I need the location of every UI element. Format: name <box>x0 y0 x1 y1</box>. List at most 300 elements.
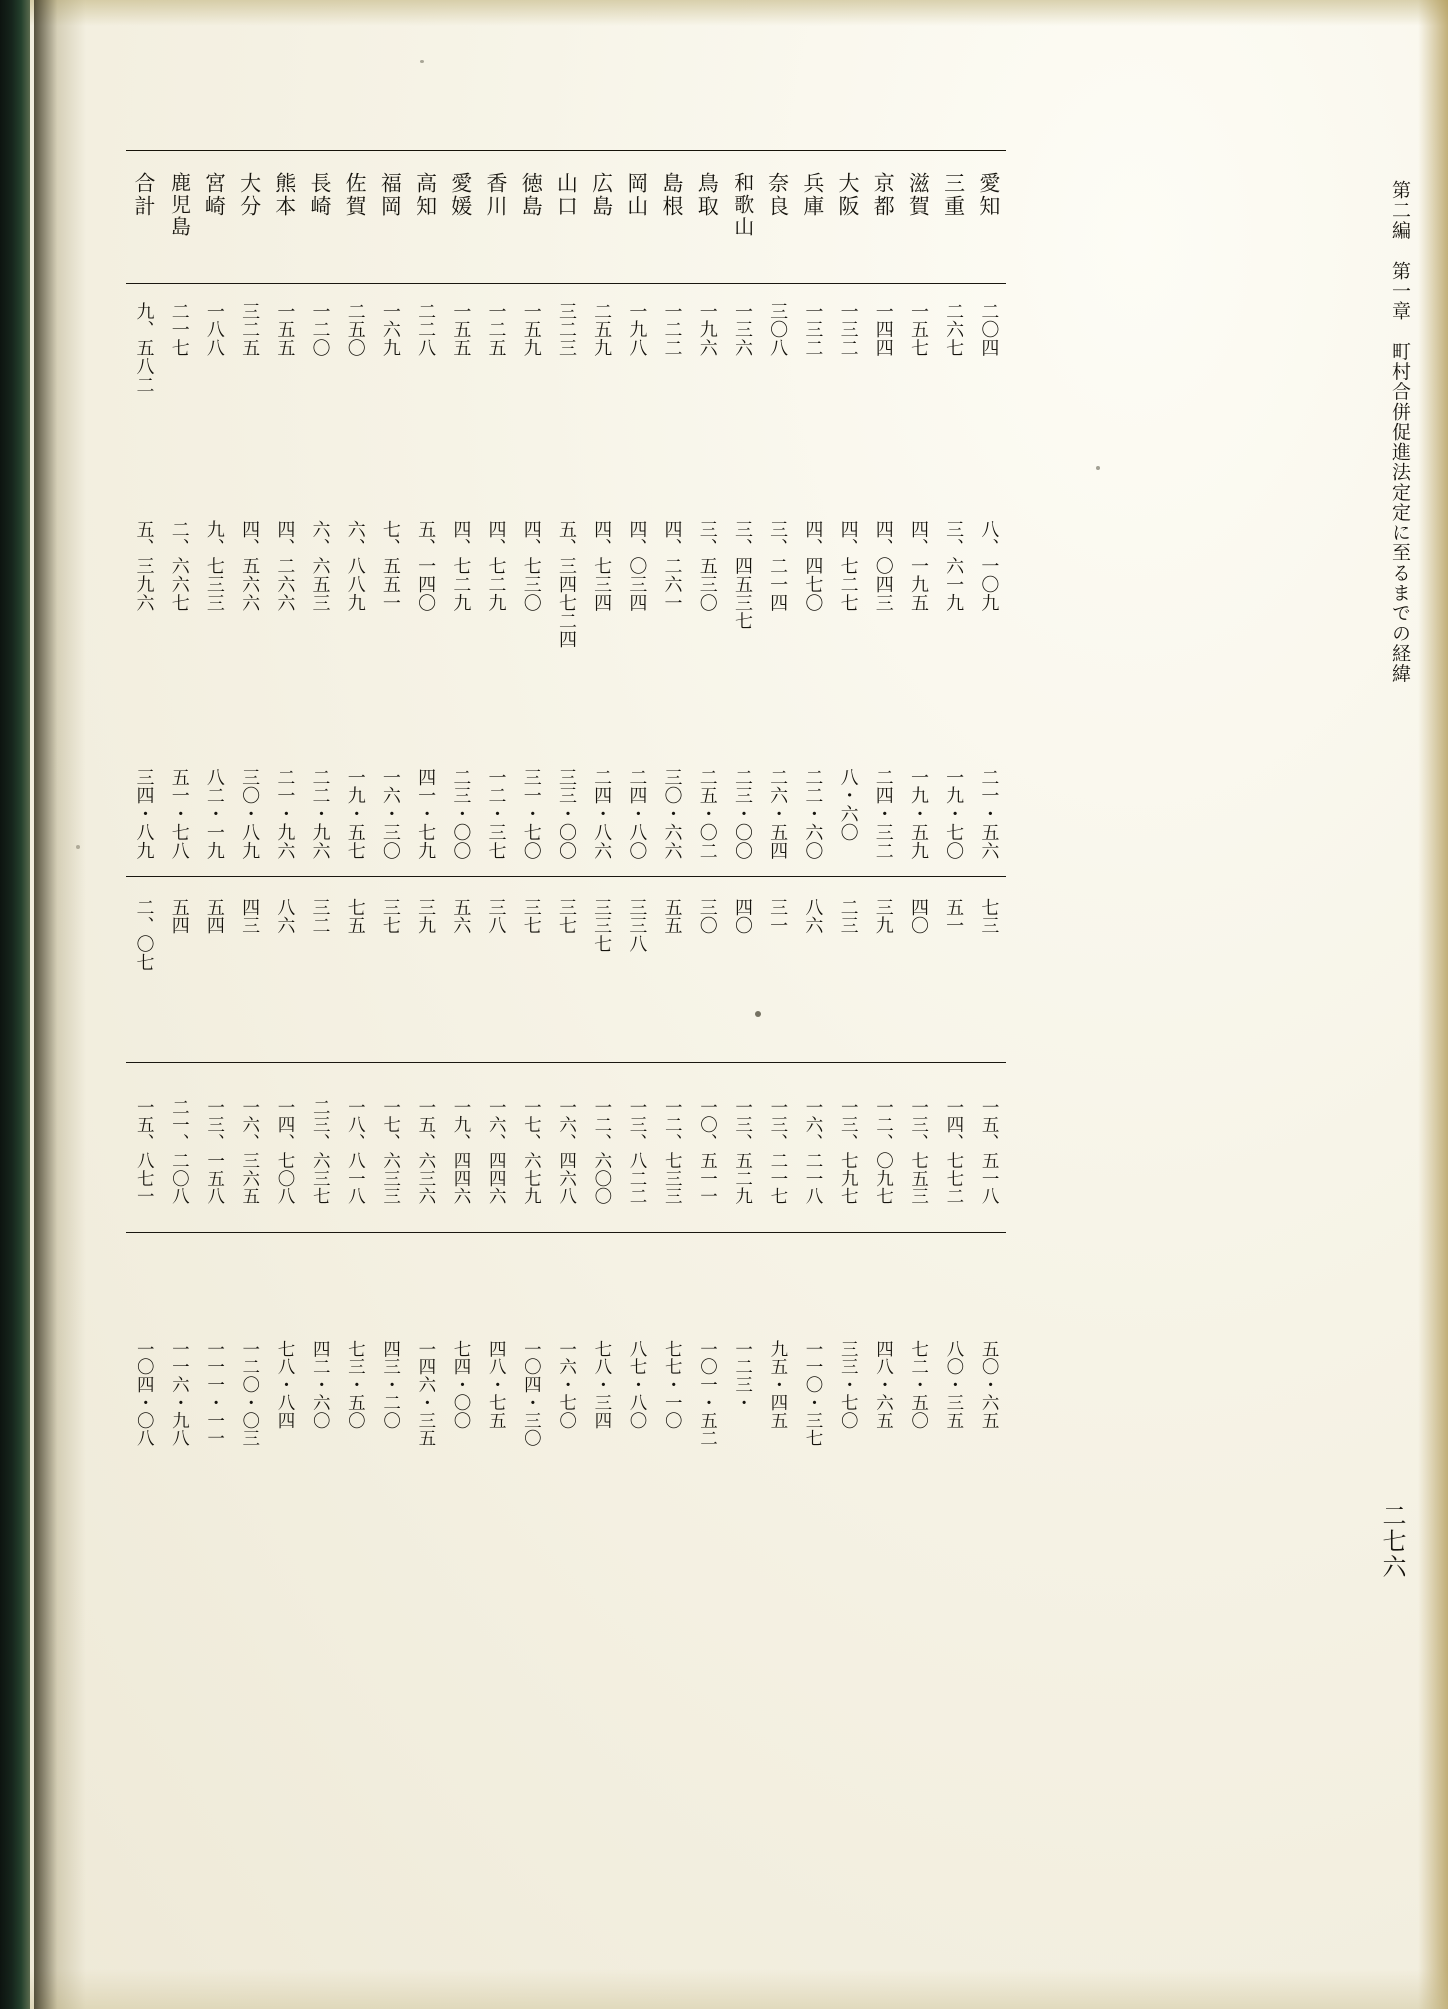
column-header-大阪 <box>830 172 865 277</box>
table-cell <box>971 1340 1006 1447</box>
table-cell-value: 三、六一九 <box>943 520 965 612</box>
table-cell-value: 四〇 <box>731 898 753 935</box>
table-cell-value: 九五・四五 <box>767 1340 788 1430</box>
table-cell-value: 二〇四 <box>978 302 1000 358</box>
table-cell-value: 六、六五三 <box>309 520 331 612</box>
table-cell-value: 三四・八九 <box>133 768 155 860</box>
table-cell <box>724 302 759 394</box>
column-header-label: 大分 <box>237 172 262 219</box>
column-header-label: 愛知 <box>976 172 1001 219</box>
page-edge-top <box>30 0 1448 26</box>
table-cell-value: 一三、二一七 <box>767 1098 788 1206</box>
table-cell-value: 一八八 <box>203 302 225 358</box>
table-cell-value: 八、一〇九 <box>978 520 1000 612</box>
table-cell <box>372 768 407 860</box>
table-cell <box>196 302 231 394</box>
table-cell <box>337 1340 372 1447</box>
table-cell <box>900 1340 935 1447</box>
table-cell-value: 四、七二七 <box>837 520 859 612</box>
table-cell <box>126 1340 161 1447</box>
table-cell <box>584 520 619 649</box>
table-cell-value: 二二八 <box>415 302 437 358</box>
column-header-label: 香川 <box>483 172 508 219</box>
table-cell <box>760 768 795 860</box>
table-row <box>126 768 1006 860</box>
table-cell-value: 一六、四六八 <box>556 1098 577 1206</box>
table-header-row <box>126 172 1006 277</box>
table-cell-value: 三二 <box>309 898 331 935</box>
table-cell <box>443 520 478 649</box>
table-cell-value: 二四・八〇 <box>626 768 648 860</box>
table-cell <box>654 1098 689 1205</box>
page-number: 二七六 <box>1378 1502 1406 1579</box>
table-cell-value: 一四四 <box>872 302 894 358</box>
table-cell-value: 一七、六三三 <box>380 1098 401 1206</box>
table-cell-value: 二一・九六 <box>274 768 296 860</box>
table-cell <box>232 302 267 394</box>
table-cell <box>478 1340 513 1447</box>
table-cell-value: 一二・三七 <box>485 768 507 860</box>
table-cell-value: 四三・二〇 <box>380 1340 401 1430</box>
table-cell <box>724 1098 759 1205</box>
table-cell <box>795 1340 830 1447</box>
table-rule-mid2 <box>126 1062 1006 1063</box>
table-cell-value: 一〇四・〇八 <box>134 1340 155 1448</box>
table-cell-value: 一三二 <box>837 302 859 358</box>
table-cell-value: 一九・五九 <box>907 768 929 860</box>
table-cell-value: 四二・六〇 <box>310 1340 331 1430</box>
table-cell-value: 五〇・六五 <box>979 1340 1000 1430</box>
table-cell-value: 六、八八九 <box>344 520 366 612</box>
table-cell-value: 一五五 <box>450 302 472 358</box>
table-cell-value: 一二、〇九七 <box>873 1098 894 1206</box>
table-cell <box>936 302 971 394</box>
table-cell-value: 二五九 <box>591 302 613 358</box>
table-cell <box>830 302 865 394</box>
table-cell-value: 二三、六三七 <box>310 1098 331 1206</box>
table-cell-value: 三〇 <box>696 898 718 935</box>
table-cell <box>232 768 267 860</box>
table-cell-value: 三、二一四 <box>767 520 789 612</box>
column-header-label: 奈良 <box>765 172 790 219</box>
table-cell <box>267 1098 302 1205</box>
column-header-熊本 <box>267 172 302 277</box>
table-cell <box>126 520 161 649</box>
table-cell <box>337 302 372 394</box>
table-cell-value: 三二五 <box>239 302 261 358</box>
table-cell-value: 七二・五〇 <box>908 1340 929 1430</box>
table-row <box>126 520 1006 649</box>
table-cell-value: 七四・〇〇 <box>451 1340 472 1430</box>
table-cell-value: 四、一九五 <box>907 520 929 612</box>
table-cell-value: 四、七三〇 <box>520 520 542 612</box>
table-cell-value: 二六七 <box>943 302 965 358</box>
table-cell <box>232 1340 267 1447</box>
table-cell-value: 一二五 <box>485 302 507 358</box>
table-cell-value: 五、一四〇 <box>415 520 437 612</box>
table-cell <box>372 302 407 394</box>
table-cell-value: 二、〇七 <box>133 898 155 972</box>
table-cell <box>795 1098 830 1205</box>
table-cell-value: 二、六六七 <box>168 520 190 612</box>
table-cell-value: 四、五六六 <box>239 520 261 612</box>
table-cell-value: 四、二六一 <box>661 520 683 612</box>
table-cell <box>232 898 267 971</box>
table-cell <box>936 1098 971 1205</box>
table-cell <box>865 1340 900 1447</box>
table-cell <box>830 520 865 649</box>
column-header-奈良 <box>760 172 795 277</box>
table-cell <box>232 520 267 649</box>
table-cell <box>161 1098 196 1205</box>
table-cell <box>830 768 865 860</box>
table-cell-value: 二四・八六 <box>591 768 613 860</box>
table-cell <box>196 520 231 649</box>
table-cell <box>971 768 1006 860</box>
table-cell-value: 三三八 <box>626 898 648 954</box>
table-cell-value: 一六、三六五 <box>239 1098 260 1206</box>
table-cell <box>936 898 971 971</box>
table-cell-value: 三二三 <box>555 302 577 358</box>
table-cell-value: 一三、七五三 <box>908 1098 929 1206</box>
table-cell <box>337 520 372 649</box>
column-header-label: 鳥取 <box>695 172 720 219</box>
column-header-高知 <box>408 172 443 277</box>
table-cell <box>548 1098 583 1205</box>
table-cell-value: 四一・七九 <box>415 768 437 860</box>
column-header-島根 <box>654 172 689 277</box>
column-header-label: 広島 <box>589 172 614 219</box>
table-row <box>126 1098 1006 1205</box>
table-cell-value: 九、七三三 <box>203 520 225 612</box>
table-cell-value: 一五、六三六 <box>415 1098 436 1206</box>
column-header-label: 滋賀 <box>906 172 931 219</box>
table-cell <box>619 1340 654 1447</box>
table-cell-value: 一三、五二九 <box>732 1098 753 1206</box>
table-cell <box>267 302 302 394</box>
table-cell <box>232 1098 267 1205</box>
table-cell <box>619 302 654 394</box>
table-cell-value: 一二三・ <box>732 1340 753 1412</box>
table-cell <box>689 520 724 649</box>
table-cell-value: 一九・五七 <box>344 768 366 860</box>
table-cell-value: 一二、七三三 <box>662 1098 683 1206</box>
table-cell <box>654 1340 689 1447</box>
table-row <box>126 1340 1006 1447</box>
book-gutter <box>0 0 34 2009</box>
table-cell <box>443 302 478 394</box>
table-cell <box>584 898 619 971</box>
table-cell <box>302 1098 337 1205</box>
table-cell <box>267 768 302 860</box>
table-cell-value: 七七・一〇 <box>662 1340 683 1430</box>
table-cell <box>548 1340 583 1447</box>
table-cell <box>584 1340 619 1447</box>
table-cell-value: 二三・〇〇 <box>731 768 753 860</box>
table-cell <box>302 1340 337 1447</box>
table-cell-value: 七三 <box>978 898 1000 935</box>
column-header-大分 <box>232 172 267 277</box>
column-header-徳島 <box>513 172 548 277</box>
column-header-兵庫 <box>795 172 830 277</box>
table-cell-value: 一九・七〇 <box>943 768 965 860</box>
table-cell <box>654 302 689 394</box>
table-cell <box>408 302 443 394</box>
table-cell <box>724 898 759 971</box>
column-header-鹿児島 <box>161 172 196 277</box>
table-cell-value: 四三 <box>239 898 261 935</box>
table-cell-value: 三九 <box>415 898 437 935</box>
table-cell-value: 七三・五〇 <box>345 1340 366 1430</box>
table-rule-top <box>126 150 1006 151</box>
column-header-京都 <box>865 172 900 277</box>
table-cell <box>619 1098 654 1205</box>
column-header-佐賀 <box>337 172 372 277</box>
table-cell <box>689 1340 724 1447</box>
gutter-shadow <box>34 0 86 2009</box>
table-cell-value: 二二・九六 <box>309 768 331 860</box>
column-header-label: 兵庫 <box>800 172 825 219</box>
table-cell <box>126 768 161 860</box>
table-cell <box>795 520 830 649</box>
table-cell <box>830 1098 865 1205</box>
table-cell <box>795 898 830 971</box>
table-cell-value: 一四、七〇八 <box>275 1098 295 1206</box>
table-cell <box>548 898 583 971</box>
table-cell-value: 一三、七九七 <box>838 1098 859 1206</box>
table-cell <box>971 898 1006 971</box>
table-cell-value: 一二〇・〇三 <box>239 1340 260 1448</box>
table-cell-value: 一五、八七一 <box>134 1098 155 1206</box>
table-cell-value: 七八・八四 <box>275 1340 295 1430</box>
table-cell <box>513 1098 548 1205</box>
table-cell <box>408 768 443 860</box>
table-cell-value: 一二、六〇〇 <box>591 1098 612 1206</box>
table-cell <box>971 302 1006 394</box>
table-cell <box>513 1340 548 1447</box>
table-cell <box>971 520 1006 649</box>
table-cell <box>478 768 513 860</box>
table-cell <box>478 302 513 394</box>
table-cell <box>548 302 583 394</box>
table-cell-value: 四、四七〇 <box>802 520 824 612</box>
table-cell-value: 一六、二一八 <box>803 1098 824 1206</box>
statistics-table <box>126 150 1006 1550</box>
table-cell-value: 三〇・六六 <box>661 768 683 860</box>
column-header-label: 宮崎 <box>202 172 227 219</box>
table-cell <box>478 520 513 649</box>
column-header-三重 <box>936 172 971 277</box>
table-cell <box>689 302 724 394</box>
table-cell <box>830 1340 865 1447</box>
table-cell <box>126 898 161 971</box>
table-cell <box>372 898 407 971</box>
column-header-label: 高知 <box>413 172 438 219</box>
table-cell-value: 八・六〇 <box>837 768 859 842</box>
table-cell-value: 八七・八〇 <box>627 1340 648 1430</box>
column-header-label: 徳島 <box>519 172 544 219</box>
table-cell <box>161 302 196 394</box>
column-header-label: 三重 <box>941 172 966 219</box>
table-cell-value: 一六、四四六 <box>486 1098 507 1206</box>
table-cell <box>900 302 935 394</box>
table-cell <box>619 520 654 649</box>
table-cell-value: 四、七二九 <box>485 520 507 612</box>
table-cell <box>302 768 337 860</box>
table-cell <box>830 898 865 971</box>
table-cell-value: 二三 <box>837 898 859 935</box>
table-cell-value: 二六・五四 <box>767 768 789 860</box>
table-cell-value: 一九六 <box>696 302 718 358</box>
table-cell <box>267 898 302 971</box>
table-cell-value: 二一七 <box>168 302 190 358</box>
column-header-愛知 <box>971 172 1006 277</box>
table-cell-value: 二三・〇〇 <box>450 768 472 860</box>
table-cell <box>408 520 443 649</box>
table-cell <box>478 1098 513 1205</box>
column-header-label: 合計 <box>131 172 156 219</box>
table-cell-value: 一〇、五一一 <box>697 1098 718 1206</box>
column-header-滋賀 <box>900 172 935 277</box>
table-rule-mid <box>126 876 1006 877</box>
table-cell-value: 八二・一九 <box>203 768 225 860</box>
table-cell-value: 三、四五三七 <box>731 520 753 631</box>
table-cell <box>337 898 372 971</box>
table-cell-value: 一六・七〇 <box>556 1340 577 1430</box>
table-cell <box>196 768 231 860</box>
table-cell <box>443 898 478 971</box>
table-cell-value: 三、五三〇 <box>696 520 718 612</box>
table-cell-value: 一六九 <box>379 302 401 358</box>
column-header-愛媛 <box>443 172 478 277</box>
table-cell <box>689 898 724 971</box>
table-cell <box>161 520 196 649</box>
table-cell <box>795 302 830 394</box>
table-cell <box>760 898 795 971</box>
table-cell-value: 一三、一五八 <box>204 1098 225 1206</box>
table-cell-value: 二二・六〇 <box>802 768 824 860</box>
table-cell-value: 五一 <box>943 898 965 935</box>
table-cell <box>408 1340 443 1447</box>
table-cell <box>126 302 161 394</box>
table-cell-value: 一五五 <box>274 302 296 358</box>
table-cell <box>936 768 971 860</box>
table-cell <box>689 768 724 860</box>
table-cell-value: 三一・七〇 <box>520 768 542 860</box>
table-cell-value: 三一 <box>767 898 789 935</box>
table-cell <box>760 1098 795 1205</box>
table-cell <box>689 1098 724 1205</box>
table-cell <box>548 520 583 649</box>
table-cell <box>302 302 337 394</box>
table-cell-value: 四、七三四 <box>591 520 613 612</box>
table-cell-value: 九、五八二 <box>133 302 155 394</box>
table-cell-value: 四、〇四三 <box>872 520 894 612</box>
table-cell-value: 三七 <box>555 898 577 935</box>
table-cell <box>337 1098 372 1205</box>
table-cell <box>161 768 196 860</box>
table-cell <box>196 898 231 971</box>
table-cell-value: 二一、二〇八 <box>169 1098 190 1206</box>
table-cell <box>795 768 830 860</box>
column-header-岡山 <box>619 172 654 277</box>
table-cell <box>760 520 795 649</box>
table-cell <box>267 520 302 649</box>
table-cell-value: 一二二 <box>661 302 683 358</box>
running-head: 第二編 第一章 町村合併促進法定定に至るまでの経緯 <box>1389 180 1411 684</box>
table-cell-value: 一三六 <box>731 302 753 358</box>
table-cell-value: 二五〇 <box>344 302 366 358</box>
table-cell-value: 一二〇 <box>309 302 331 358</box>
table-cell-value: 一〇四・三〇 <box>521 1340 542 1448</box>
table-cell-value: 四八・六五 <box>873 1340 894 1430</box>
table-cell <box>865 768 900 860</box>
table-cell <box>513 768 548 860</box>
table-cell <box>724 520 759 649</box>
table-cell <box>619 898 654 971</box>
table-cell-value: 一六・三〇 <box>379 768 401 860</box>
table-cell <box>584 302 619 394</box>
table-cell <box>302 520 337 649</box>
table-cell-value: 四、〇三四 <box>626 520 648 612</box>
table-cell <box>302 898 337 971</box>
table-cell <box>619 768 654 860</box>
column-header-label: 京都 <box>871 172 896 219</box>
column-header-label: 山口 <box>554 172 579 219</box>
table-cell-value: 七、五五一 <box>379 520 401 612</box>
column-header-label: 大阪 <box>836 172 861 219</box>
table-cell <box>478 898 513 971</box>
table-cell <box>126 1098 161 1205</box>
page-edge-right <box>1418 0 1448 2009</box>
table-cell-value: 三〇・八九 <box>239 768 261 860</box>
table-cell <box>513 898 548 971</box>
table-cell-value: 二一・五六 <box>978 768 1000 860</box>
table-cell <box>865 898 900 971</box>
table-cell <box>161 898 196 971</box>
column-header-label: 福岡 <box>378 172 403 219</box>
table-cell <box>865 1098 900 1205</box>
table-cell-value: 一一六・九八 <box>169 1340 190 1448</box>
table-cell <box>760 1340 795 1447</box>
table-cell-value: 五四 <box>203 898 225 935</box>
table-cell-value: 三三・七〇 <box>838 1340 859 1430</box>
scan-speck <box>420 60 424 63</box>
table-cell <box>513 302 548 394</box>
table-cell <box>443 768 478 860</box>
table-cell-value: 七五 <box>344 898 366 935</box>
table-cell <box>513 520 548 649</box>
table-cell-value: 三三・〇〇 <box>555 768 577 860</box>
table-cell-value: 一四六・三五 <box>415 1340 436 1448</box>
table-cell <box>443 1340 478 1447</box>
table-cell <box>900 768 935 860</box>
table-cell <box>760 302 795 394</box>
table-cell <box>408 898 443 971</box>
table-rule-mid3 <box>126 1232 1006 1233</box>
table-cell <box>584 1098 619 1205</box>
table-cell <box>654 520 689 649</box>
column-header-香川 <box>478 172 513 277</box>
table-cell-value: 五一・七八 <box>168 768 190 860</box>
table-cell-value: 五、三九六 <box>133 520 155 612</box>
column-header-label: 岡山 <box>624 172 649 219</box>
table-cell-value: 五五 <box>661 898 683 935</box>
table-cell <box>865 520 900 649</box>
table-cell-value: 一一〇・三七 <box>803 1340 824 1448</box>
table-cell <box>936 520 971 649</box>
table-cell <box>161 1340 196 1447</box>
